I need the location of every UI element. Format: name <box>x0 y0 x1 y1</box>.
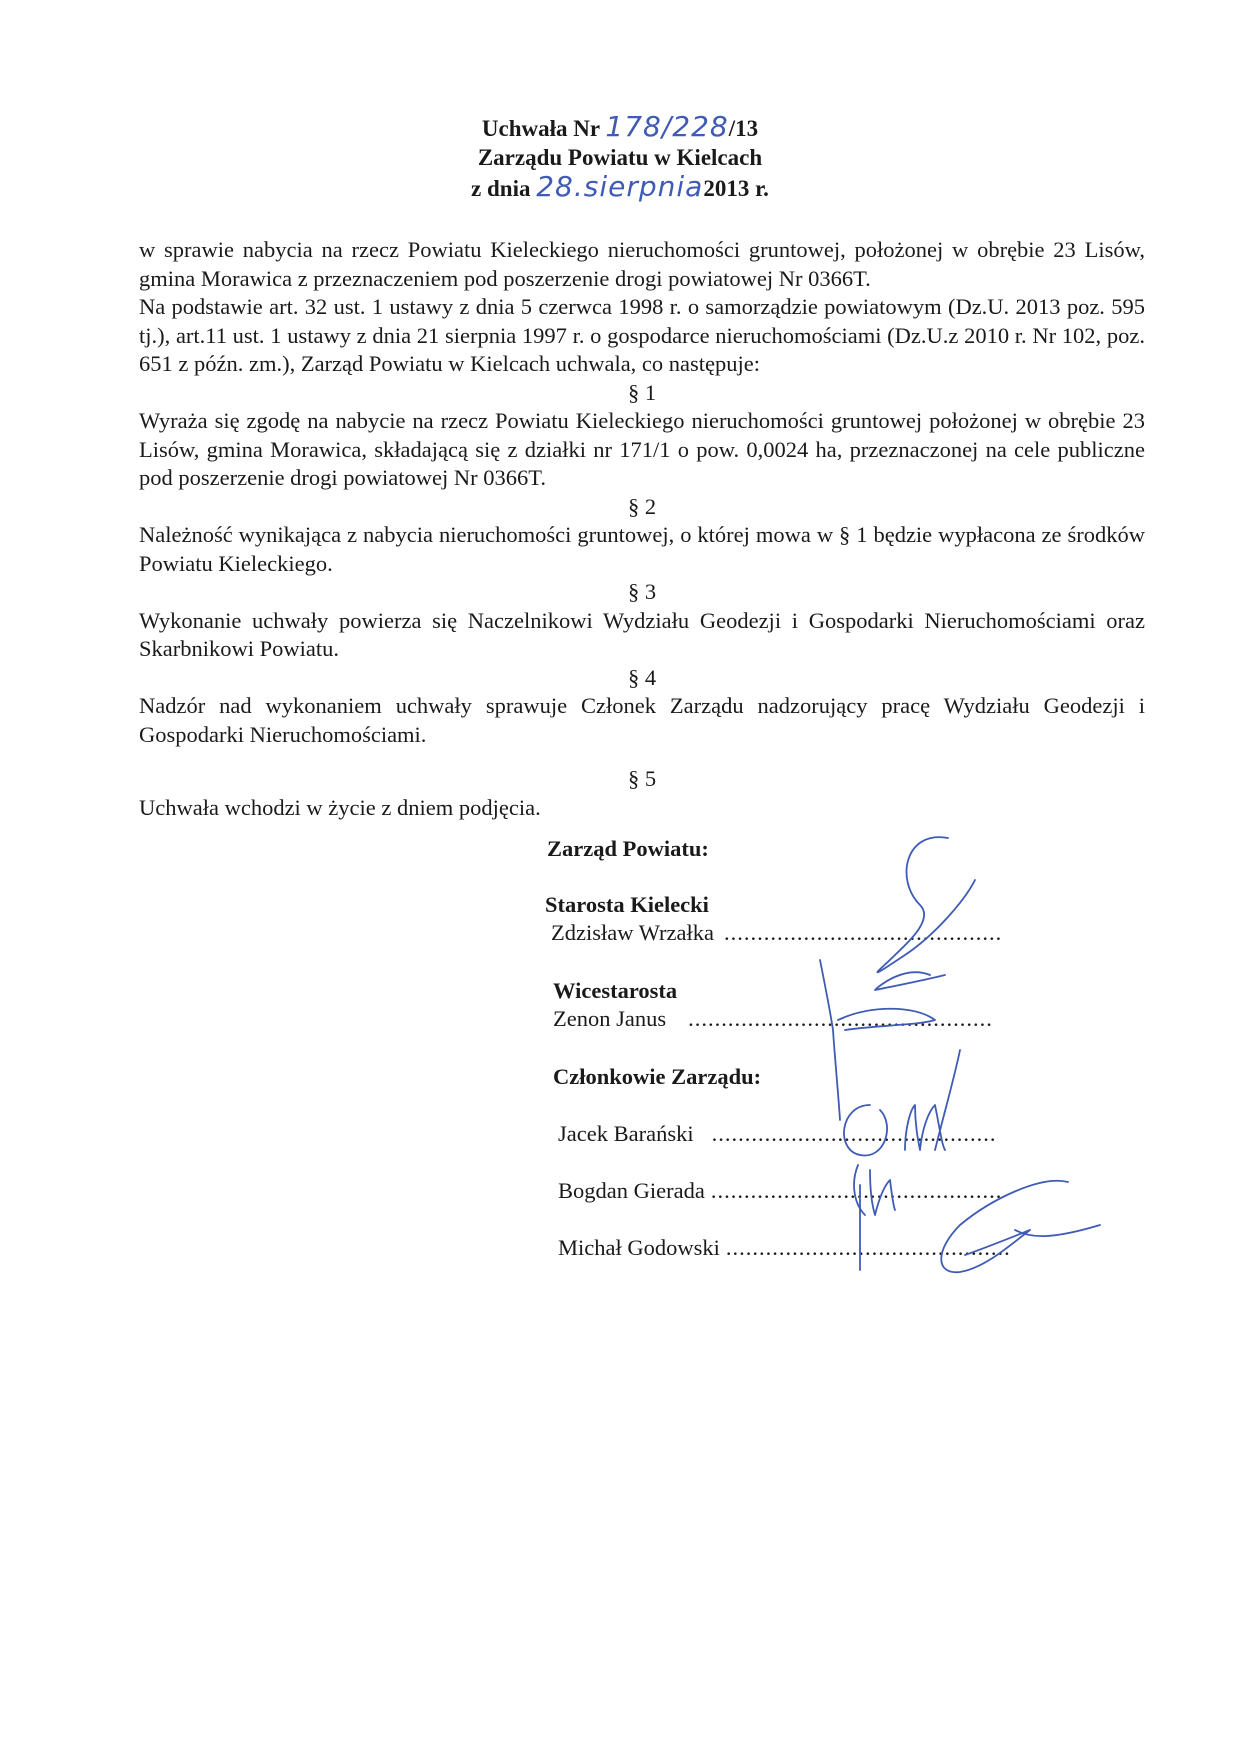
section-4-text: Nadzór nad wykonaniem uchwały sprawuje Członek Zarządu nadzorujący pracę Wydziału Geodezji i Gospodarki Nieruchomościami. <box>139 693 1145 747</box>
issuing-body-line: Zarządu Powiatu w Kielcach <box>477 145 763 170</box>
subject-paragraph: w sprawie nabycia na rzecz Powiatu Kieleckiego nieruchomości gruntowej, położonej w obrębie 23 Lisów, gmina Morawica z przeznaczeniem pod poszerzenie drogi powiatowej Nr 0366T. <box>139 237 1145 291</box>
resolution-number-suffix: /13 <box>728 116 759 141</box>
resolution-header <box>0 112 1240 203</box>
wicestarosta-title: Wicestarosta <box>553 978 678 1003</box>
wicestarosta-signature <box>820 960 935 1120</box>
resolution-number-prefix: Uchwała Nr <box>481 116 606 141</box>
resolution-body <box>139 236 1145 822</box>
resolution-number-line <box>0 112 1240 143</box>
starosta-name: Zdzisław Wrzałka <box>551 920 714 945</box>
date-suffix: 2013 r. <box>703 176 769 201</box>
member-2-signature-line: ............................................ <box>710 1178 1003 1203</box>
wicestarosta-name: Zenon Janus <box>553 1006 667 1031</box>
member-1-signature-line: ........................................... <box>711 1121 997 1146</box>
spacer <box>139 749 1145 765</box>
section-4-title: § 4 <box>627 664 657 690</box>
section-5-text: Uchwała wchodzi w życie z dniem podjęcia. <box>139 794 541 820</box>
section-3-text: Wykonanie uchwały powierza się Naczelnikowi Wydziału Geodezji i Gospodarki Nieruchomościami oraz Skarbnikowi Powiatu. <box>139 607 1145 661</box>
member-1-name: Jacek Barański <box>558 1121 694 1146</box>
handwritten-date: 28.sierpnia <box>536 170 704 203</box>
starosta-row <box>551 920 1002 946</box>
member-3-signature-line: ........................................... <box>725 1235 1011 1260</box>
member-1-row <box>558 1121 996 1147</box>
date-prefix: z dnia <box>471 176 537 201</box>
wicestarosta-signature-line: .............................................. <box>688 1006 993 1031</box>
starosta-title: Starosta Kielecki <box>545 892 709 917</box>
member-2-row <box>558 1178 1002 1204</box>
handwritten-resolution-number: 178/228 <box>605 110 729 143</box>
starosta-signature <box>875 837 975 990</box>
wicestarosta-row <box>553 1006 993 1032</box>
section-3-title: § 3 <box>627 579 657 604</box>
section-5-title: § 5 <box>627 766 657 791</box>
starosta-signature-line: .......................................... <box>723 920 1003 945</box>
section-1-text: Wyraża się zgodę na nabycie na rzecz Powiatu Kieleckiego nieruchomości gruntowej położonej w obrębie 23 Lisów, gmina Morawica, składającą się z działki nr 171/1 o pow. 0,0024 ha, przeznaczonej na cele publiczne pod poszerzenie drogi powiatowej Nr 0366T. <box>139 408 1145 490</box>
section-2-text: Należność wynikająca z nabycia nieruchomości gruntowej, o której mowa w § 1 będzie wypłacona ze środków Powiatu Kieleckiego. <box>139 522 1145 576</box>
member-2-name: Bogdan Gierada <box>558 1178 705 1203</box>
member-3-name: Michał Godowski <box>558 1235 720 1260</box>
legal-basis-paragraph: Na podstawie art. 32 ust. 1 ustawy z dnia 5 czerwca 1998 r. o samorządzie powiatowym (Dz.U. 2013 poz. 595 tj.), art.11 ust. 1 ustawy z dnia 21 sierpnia 1997 r. o gospodarce nieruchomościami (Dz.U.z 2010 r. Nr 102, poz. 651 z późn. zm.), Zarząd Powiatu w Kielcach uchwala, co następuje: <box>139 294 1145 376</box>
resolution-date-line <box>0 172 1240 203</box>
section-1-title: § 1 <box>627 379 657 405</box>
members-heading: Członkowie Zarządu: <box>553 1064 762 1089</box>
member-3-row <box>558 1235 1011 1261</box>
section-2-title: § 2 <box>627 493 657 519</box>
board-heading: Zarząd Powiatu: <box>547 836 709 861</box>
